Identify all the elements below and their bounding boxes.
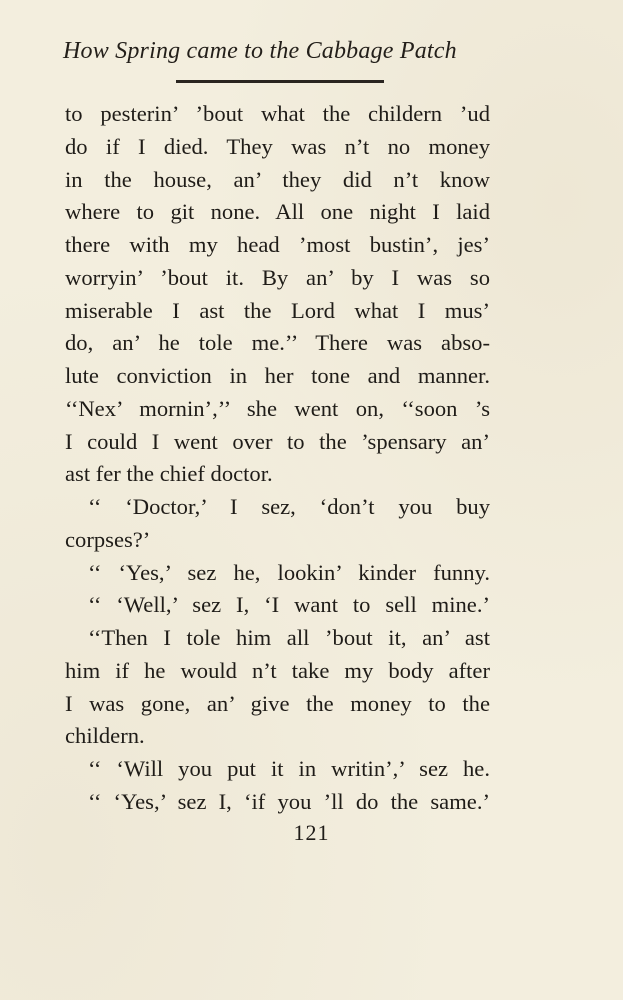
text-line: ‘‘Nex’ mornin’,’’ she went on, ‘‘soon ’s	[65, 395, 490, 421]
text-line: corpses?’	[65, 526, 151, 552]
text-line: ‘‘ ‘Yes,’ sez I, ‘if you ’ll do the same.’	[88, 788, 490, 814]
text-line: I could I went over to the ’spensary an’	[65, 428, 490, 454]
text-line: ‘‘ ‘Yes,’ sez he, lookin’ kinder funny.	[88, 559, 490, 585]
page-number: 121	[293, 820, 330, 845]
text-line: ‘‘ ‘Well,’ sez I, ‘I want to sell mine.’	[88, 592, 490, 618]
text-line: him if he would n’t take my body after	[65, 657, 490, 683]
text-line: do if I died. They was n’t no money	[65, 133, 490, 159]
text-line: there with my head ’most bustin’, jes’	[65, 232, 490, 257]
header-rule	[176, 80, 384, 83]
text-line: do, an’ he tole me.’’ There was abso-	[65, 330, 490, 356]
text-line: ‘‘ ‘Will you put it in writin’,’ sez he.	[88, 756, 490, 781]
text-line: where to git none. All one night I laid	[65, 199, 490, 225]
text-line: to pesterin’ ’bout what the childern ’ud	[65, 101, 490, 126]
text-line: ‘‘Then I tole him all ’bout it, an’ ast	[88, 625, 490, 650]
running-head: How Spring came to the Cabbage Patch	[63, 38, 457, 64]
text-line: miserable I ast the Lord what I mus’	[65, 297, 490, 323]
text-line: ‘‘ ‘Doctor,’ I sez, ‘don’t you buy	[88, 494, 490, 519]
text-line: I was gone, an’ give the money to the	[65, 690, 490, 716]
text-line: lute conviction in her tone and manner.	[65, 363, 490, 388]
body-text	[65, 98, 490, 819]
text-line: worryin’ ’bout it. By an’ by I was so	[65, 264, 490, 290]
text-line: ast fer the chief doctor.	[65, 461, 273, 487]
text-line: childern.	[65, 723, 145, 749]
text-line: in the house, an’ they did n’t know	[65, 166, 490, 192]
